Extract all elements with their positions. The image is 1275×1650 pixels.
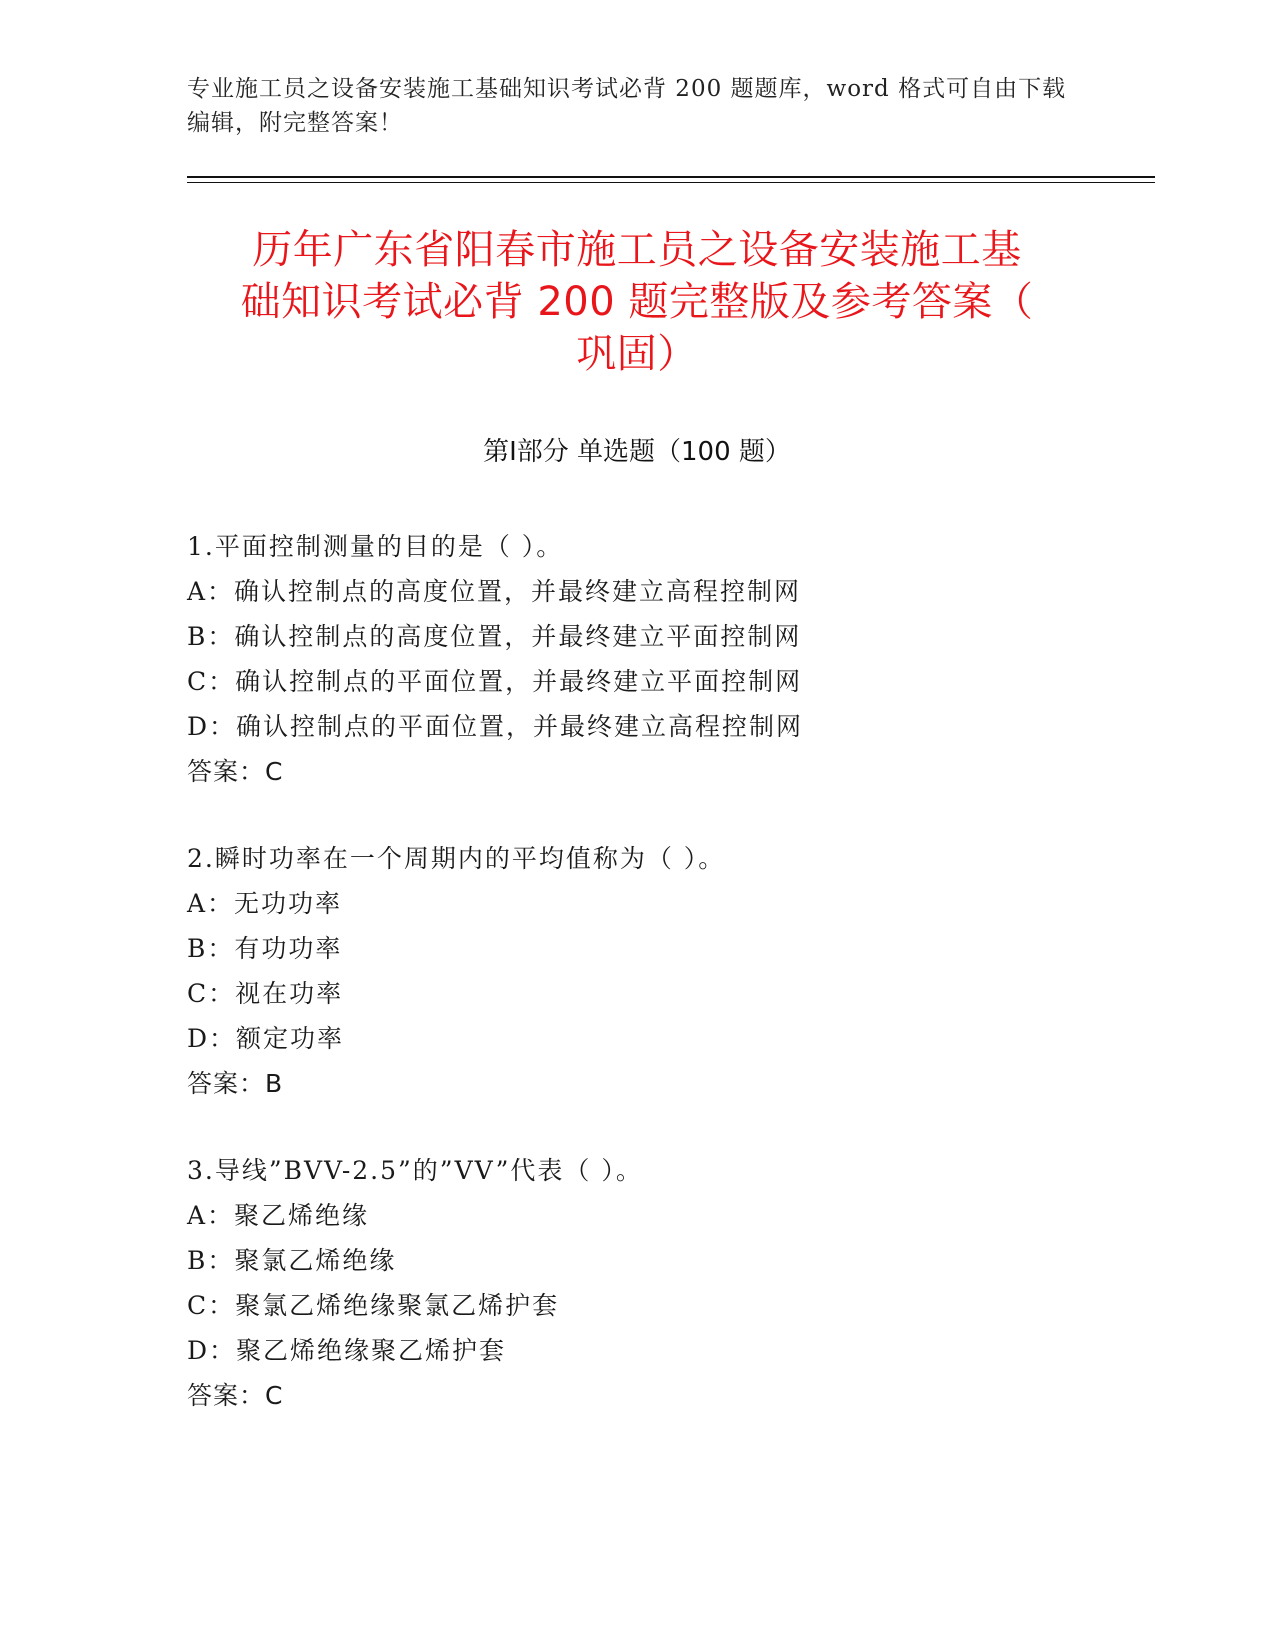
header-note-line2: 编辑，附完整答案！: [187, 110, 403, 136]
header-divider-thin: [187, 182, 1155, 183]
question-item: [187, 1148, 1155, 1418]
option-c: C：确认控制点的平面位置，并最终建立平面控制网: [187, 667, 803, 696]
question-item: [187, 524, 1155, 794]
option-b: B：聚氯乙烯绝缘: [187, 1246, 397, 1275]
option-a: A：聚乙烯绝缘: [187, 1201, 370, 1230]
document-title: [187, 224, 1087, 380]
question-stem: 2.瞬时功率在一个周期内的平均值称为（ ）。: [187, 844, 726, 873]
option-d: D：额定功率: [187, 1024, 345, 1053]
option-a: A：无功功率: [187, 889, 343, 918]
answer-line: 答案：B: [187, 1069, 284, 1098]
question-stem: 1.平面控制测量的目的是（ ）。: [187, 532, 564, 561]
header-divider-thick: [187, 176, 1155, 178]
answer-line: 答案：C: [187, 757, 284, 786]
option-b: B：确认控制点的高度位置，并最终建立平面控制网: [187, 622, 802, 651]
option-d: D：确认控制点的平面位置，并最终建立高程控制网: [187, 712, 804, 741]
option-b: B：有功功率: [187, 934, 343, 963]
option-c: C：视在功率: [187, 979, 344, 1008]
question-stem: 3.导线”BVV-2.5”的”VV”代表（ ）。: [187, 1156, 643, 1185]
option-c: C：聚氯乙烯绝缘聚氯乙烯护套: [187, 1291, 560, 1320]
document-title-line1: 历年广东省阳春市施工员之设备安装施工基: [252, 227, 1022, 273]
answer-line: 答案：C: [187, 1381, 284, 1410]
option-d: D：聚乙烯绝缘聚乙烯护套: [187, 1336, 507, 1365]
document-title-line3: 巩固）: [576, 331, 698, 377]
header-note-line1: 专业施工员之设备安装施工基础知识考试必背 200 题题库，word 格式可自由下载: [187, 76, 1067, 102]
question-item: [187, 836, 1155, 1106]
document-title-line2: 础知识考试必背 200 题完整版及参考答案（: [240, 279, 1034, 325]
section-heading: 第Ⅰ部分 单选题（100 题）: [483, 437, 791, 467]
question-list: [187, 524, 1155, 1460]
header-note: [187, 72, 1067, 140]
option-a: A：确认控制点的高度位置，并最终建立高程控制网: [187, 577, 802, 606]
